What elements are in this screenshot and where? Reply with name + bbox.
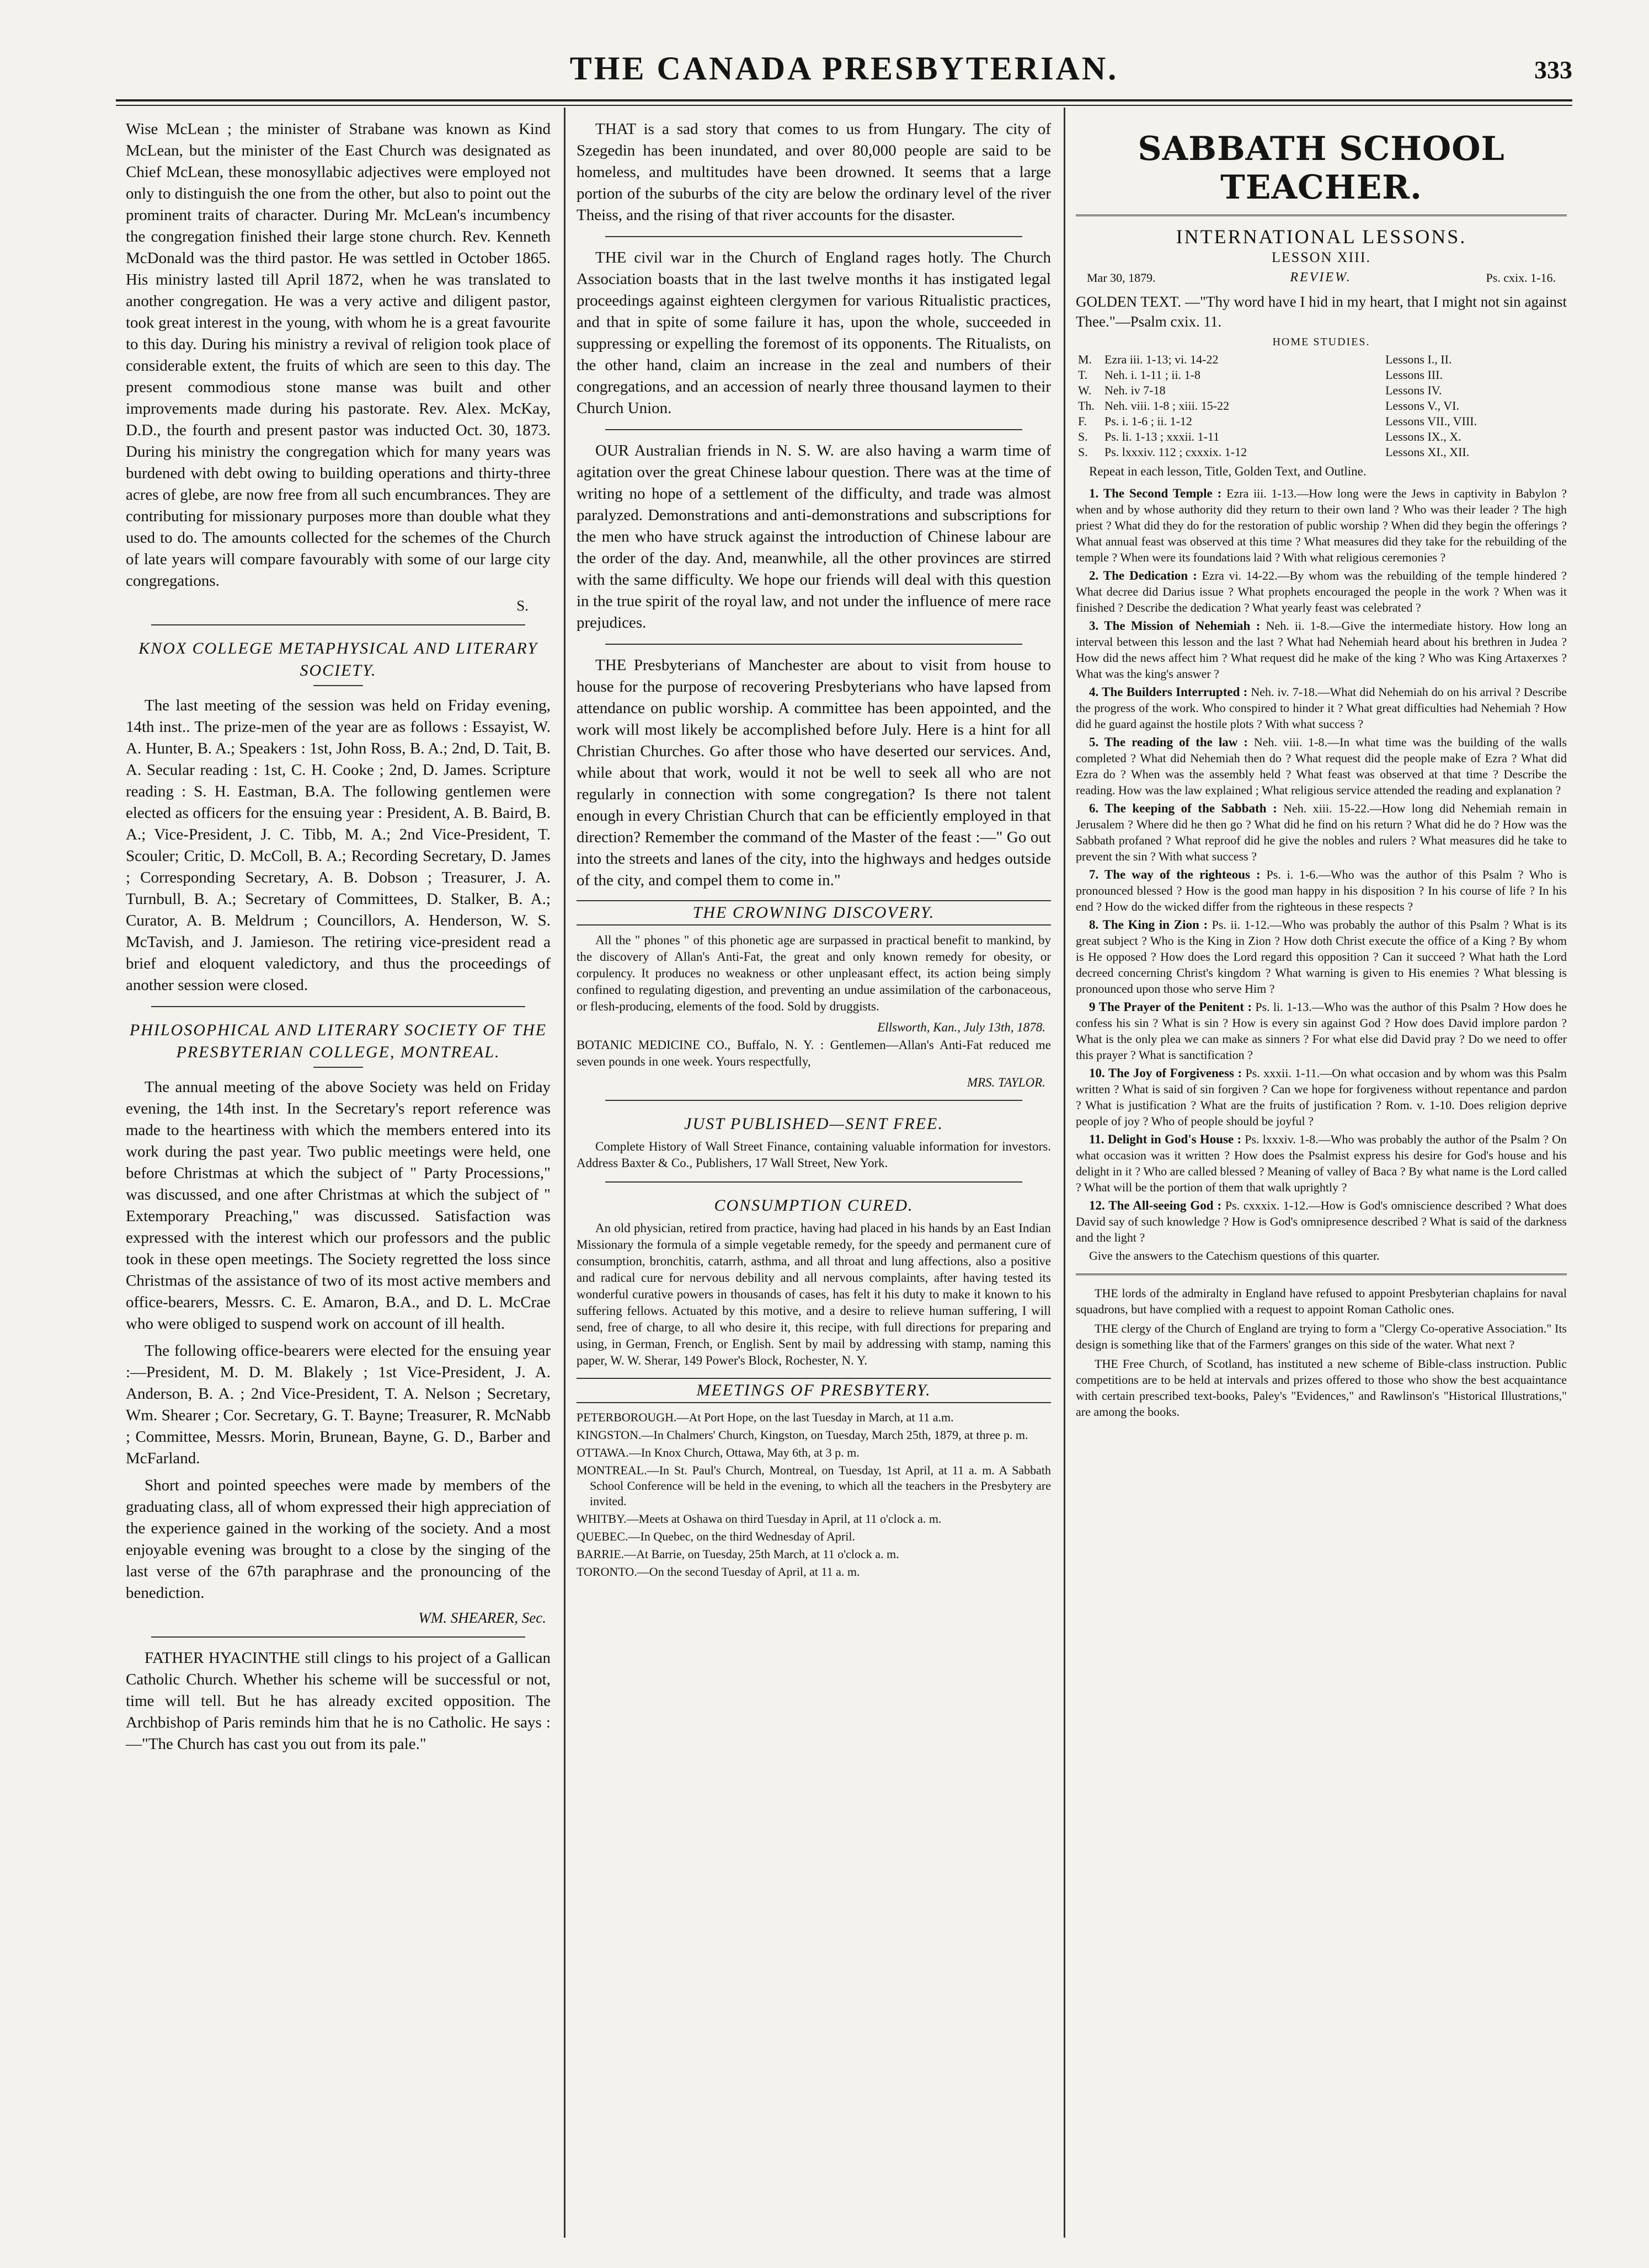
question-text: Ps. i. 1-6.—Who was the author of this Psalm ? Who is pronounced blessed ? How is the good man happy in his disposition ? In his course of life ? In his end ? How do the wicked differ from the righteous in these respects ? [1076,868,1567,913]
home-study-row [1076,445,1567,460]
news-admiralty: THE lords of the admiralty in England have refused to appoint Presbyterian chaplains for naval squadrons, but have complied with a request to appoint Roman Catholic ones. [1076,1286,1567,1316]
home-study-day: S. [1078,445,1088,459]
question-heading: 8. The King in Zion : [1089,918,1208,932]
home-study-lessons: Lessons I., II. [1385,352,1452,366]
question-text: Neh. viii. 1-8.—In what time was the building of the walls completed ? What did Nehemiah then do ? What request did the people make of Ezra ? What did Ezra do ? When was the assembly held ? What feast was observed at that time ? Describe the reading. How was the law explained ; What religious service attended the reading and explanation ? [1076,735,1567,797]
question-heading: 2. The Dedication : [1089,569,1197,582]
home-study-reference: Neh. viii. 1-8 ; xiii. 15-22 [1104,399,1230,413]
lesson-date: Mar 30, 1879. [1087,270,1156,285]
home-study-day: W. [1078,383,1092,397]
review-question [1076,999,1567,1063]
heading-crowning-discovery: THE CROWNING DISCOVERY. [577,900,1051,926]
advert-signature: MRS. TAYLOR. [967,1076,1045,1089]
review-question [1076,618,1567,682]
home-study-reference: Ps. i. 1-6 ; ii. 1-12 [1104,414,1192,428]
international-lessons-heading: INTERNATIONAL LESSONS. [1176,226,1467,248]
question-heading: 9 The Prayer of the Penitent : [1089,1000,1252,1014]
masthead-rule-thin [116,105,1572,106]
advert-anti-fat [577,932,1051,1090]
article-philosophical-p1: The annual meeting of the above Society was held on Friday evening, the 14th inst. In the Secretary's report reference was made to the heartiness with which the members entered into its work during the past year. Two public meetings were held, one before Christmas at which the subject of " Party Processions," was discussed, and one after Christmas at which the subject of " Extemporary Preaching," was discussed. Satisfaction was expressed with the interest which our professors and the public took in these open meetings. The Society regretted the loss since Christmas of the assistance of two of its most active members and office-bearers, Messrs. C. E. Amaron, B.A., and D. L. McCrae who were obliged to suspend work on account of ill health. [126,1078,551,1333]
question-heading: 7. The way of the righteous : [1089,868,1261,881]
column-divider [564,108,565,2238]
article-hyacinthe: FATHER HYACINTHE still clings to his project of a Gallican Catholic Church. Whether his scheme will be successful or not, time will tell. But he has already excited opposition. The Archbishop of Paris reminds him that he is no Catholic. He says :—"The Church has cast you out from its pale." [126,1649,551,1753]
question-text: Neh. xiii. 15-22.—How long did Nehemiah remain in Jerusalem ? Where did he then go ? What did he find on his return ? What did he do ? How was the Sabbath profaned ? What reproof did he give the nobles and rulers ? What measures did he take to prevent the sin ? With what success ? [1076,801,1567,863]
home-study-lessons: Lessons XI., XII. [1385,445,1470,459]
lesson-number: LESSON XIII. [1272,249,1371,265]
meeting-item: PETERBOROUGH.—At Port Hope, on the last Tuesday in March, at 11 a.m. [577,1410,954,1424]
advert-body: All the " phones " of this phonetic age are surpassed in practical benefit to mankind, by the discovery of Allan's Anti-Fat, the great and only known remedy for obesity, or corpulency. It produces no weakness or other unpleasant effect, its action being simply confined to regulating digestion, and preventing an undue assimilation of the carbonaceous, or flesh-producing, elements of the food. Sold by druggists. [577,933,1051,1013]
heading-knox-college: KNOX COLLEGE METAPHYSICAL AND LITERARY SOCIETY. [138,639,538,680]
review-question [1076,1197,1567,1245]
advert-body: Complete History of Wall Street Finance, containing valuable information for investors. Address Baxter & Co., Publishers, 17 Wall Street, New York. [577,1140,1051,1170]
masthead-rule [116,99,1572,101]
home-study-row [1076,429,1567,445]
divider [313,685,363,686]
column-right [1076,119,1567,2237]
meeting-item: OTTAWA.—In Knox Church, Ottawa, May 6th, at 3 p. m. [577,1446,860,1459]
article-australia: OUR Australian friends in N. S. W. are also having a warm time of agitation over the great Chinese labour question. There was at the time of writing no hope of a settlement of the difficulty, and trade was almost paralyzed. Demonstrations and anti-demonstrations and subscriptions for the men who have struck against the introduction of Chinese labour are the order of the day. And, meanwhile, all the other provinces are stirred with the same difficulty. We hope our friends will deal with this question in the true spirit of the royal law, and not under the influence of mere race prejudices. [577,442,1051,632]
review-question [1076,568,1567,616]
article-signature: S. [516,597,529,614]
advert-letter: BOTANIC MEDICINE CO., Buffalo, N. Y. : Gentlemen—Allan's Anti-Fat reduced me seven pounds in one week. Yours respectfully, [577,1038,1051,1068]
news-items [1076,1285,1567,1420]
repeat-instruction: Repeat in each lesson, Title, Golden Text, and Outline. [1089,464,1367,478]
advert-body: An old physician, retired from practice, having had placed in his hands by an East Indian Missionary the formula of a simple vegetable remedy, for the speedy and permanent cure of consumption, bronchitis, catarrh, asthma, and all throat and lung affections, also a positive and radical cure for nervous debility and all nervous complaints, after having tested its wonderful curative powers in thousands of cases, has felt it his duty to make it known to his suffering fellows. Actuated by this motive, and a desire to relieve human suffering, I will send, free of charge, to all who desire it, this recipe, with full directions for preparing and using, in German, French, or English. Sent by mail by addressing with stamp, naming this paper, W. W. Sherar, 149 Power's Block, Rochester, N. Y. [577,1221,1051,1367]
divider [605,1181,1023,1183]
question-text: Ezra iii. 1-13.—How long were the Jews in captivity in Babylon ? when and by whose authority did they return to their own land ? Who was their leader ? The high priest ? What did they do for the restoration of public worship ? When did they begin the offerings ? What annual feast was observed at this time ? What measures did they take for the rebuilding of the temple ? When were its foundations laid ? With what religious ceremonies ? [1076,486,1567,564]
meeting-item: WHITBY.—Meets at Oshawa on third Tuesday in April, at 11 o'clock a. m. [577,1512,942,1526]
review-question [1076,734,1567,798]
column-divider [1064,108,1065,2238]
divider [605,429,1023,430]
meetings-list [577,1410,1051,1580]
question-heading: 3. The Mission of Nehemiah : [1089,619,1261,633]
meeting-item: KINGSTON.—In Chalmers' Church, Kingston, on Tuesday, March 25th, 1879, at three p. m. [577,1428,1028,1442]
meeting-item: QUEBEC.—In Quebec, on the third Wednesday of April. [577,1529,855,1543]
home-study-row [1076,352,1567,367]
heading-just-published: JUST PUBLISHED—SENT FREE. [684,1115,943,1133]
divider [151,1006,525,1007]
heading-meetings-of-presbytery: MEETINGS OF PRESBYTERY. [577,1378,1051,1403]
question-heading: 11. Delight in God's House : [1089,1132,1242,1146]
golden-text: GOLDEN TEXT. —"Thy word have I hid in my heart, that I might not sin against Thee."—Psalm cxix. 11. [1076,293,1567,330]
question-text: Ps. li. 1-13.—Who was the author of this Psalm ? How does he confess his sin ? What is sin ? How is every sin against God ? How does David implore pardon ? What is the only plea we can make as sinners ? For what else did David pray ? Do we need to offer this prayer ? What is sanctification ? [1076,1000,1567,1062]
news-clergy-cooperative: THE clergy of the Church of England are trying to form a "Clergy Co-operative Association." Its design is something like that of the Farmers' granges on this side of the water. What next ? [1076,1322,1567,1351]
question-text: Ps. lxxxiv. 1-8.—Who was probably the author of the Psalm ? On what occasion was it written ? How does the Psalmist express his desire for God's house and his delight in it ? Who are called blessed ? Meaning of valley of Baca ? By what name is the Lord called ? What will be the portion of them that walk uprightly ? [1076,1132,1567,1194]
home-study-reference: Neh. iv 7-18 [1104,383,1166,397]
lesson-reference: Ps. cxix. 1-16. [1486,270,1556,285]
question-text: Ps. xxxii. 1-11.—On what occasion and by whom was this Psalm written ? What is said of sin forgiven ? Can we hope for forgiveness without repentance and pardon ? What is justification ? What are the fruits of justification ? Rom. v. 1-10. Does religion deprive people of joy ? Who of people should be joyful ? [1076,1066,1567,1128]
lesson-info [1087,270,1556,285]
home-study-reference: Ps. lxxxiv. 112 ; cxxxix. 1-12 [1104,445,1247,459]
divider [605,1100,1023,1101]
home-studies-heading: HOME STUDIES. [1272,336,1370,348]
home-study-day: M. [1078,352,1092,366]
question-text: Ps. ii. 1-12.—Who was probably the author of this Psalm ? What is its great subject ? Who is the King in Zion ? How doth Christ execute the office of a King ? By whom is He opposed ? How does the Lord regard this opposition ? Can it succeed ? What hath the Lord decreed concerning Christ's kingdom ? What warning is given to His enemies ? What blessing is pronounced upon those who serve Him ? [1076,918,1567,996]
review-question [1076,800,1567,864]
sabbath-school-teacher-title: SABBATH SCHOOL TEACHER. [1076,130,1567,216]
article-hungary: THAT is a sad story that comes to us from Hungary. The city of Szegedin has been inundated, and over 80,000 people are said to be homeless, and multitudes have been drowned. It seems that a large portion of the suburbs of the city are below the ordinary level of the river Theiss, and the rising of that river accounts for the disaster. [577,120,1051,224]
divider [151,1636,525,1638]
heading-philosophical-society: PHILOSOPHICAL AND LITERARY SOCIETY OF THE PRESBYTERIAN COLLEGE, MONTREAL. [129,1021,547,1061]
divider [313,1067,363,1068]
article-church-of-england: THE civil war in the Church of England rages hotly. The Church Association boasts that in the last twelve months it has instigated legal proceedings against eighteen clergymen for various Ritualistic practices, and that in spite of some failure it has, upon the whole, succeeded in suppressing or expelling the foremost of its opponents. The Ritualists, on the other hand, claim an increase in the zeal and numbers of their congregations, and an accession of nearly three thousand laymen to their Church Union. [577,249,1051,417]
home-study-reference: Ezra iii. 1-13; vi. 14-22 [1104,352,1219,366]
home-study-reference: Neh. i. 1-11 ; ii. 1-8 [1104,368,1200,382]
review-question [1076,684,1567,732]
lesson-title: REVIEW. [1290,270,1352,285]
article-manchester: THE Presbyterians of Manchester are about to visit from house to house for the purpose of recovering Presbyterians who have lapsed from attendance on public worship. A committee has been appointed, and the work will most likely be accomplished before July. Here is a hint for all Christian Churches. Go after those who have deserted our services. And, while about that work, would it not be well to seek all who are not regularly in connection with some congregation? Is there not talent enough in every Christian Church that can be efficiently employed in that direction? Remember the command of the Master of the feast :—" Go out into the streets and lanes of the city, into the highways and hedges outside of the city, and compel them to come in." [577,656,1051,889]
article-knox-college: The last meeting of the session was held on Friday evening, 14th inst.. The prize-men of the year are as follows : Essayist, W. A. Hunter, B. A.; Speakers : 1st, John Ross, B. A.; 2nd, D. Tait, B. A. Secular reading : 1st, C. H. Cooke ; 2nd, D. James. Scripture reading : S. H. Eastman, B.A. The following gentlemen were elected as officers for the ensuing year : President, A. B. Baird, B. A.; Vice-President, J. C. Tibb, M. A.; 2nd Vice-President, T. Scouler; Critic, D. McColl, B. A.; Recording Secretary, D. James ; Corresponding Secretary, A. B. Dobson ; Treasurer, J. A. Turnbull, B. A.; Secretary of Committees, D. Stalker, B. A.; Curator, A. B. Meldrum ; Councillors, A. Henderson, W. S. McTavish, and J. Jamieson. The retiring vice-president read a brief and eloquent valedictory, and thus the proceedings of another session were closed. [126,697,551,994]
meeting-item: BARRIE.—At Barrie, on Tuesday, 25th March, at 11 o'clock a. m. [577,1547,899,1561]
article-signature: WM. SHEARER, Sec. [418,1609,546,1626]
page-number: 333 [1534,56,1572,84]
question-heading: 6. The keeping of the Sabbath : [1089,801,1277,815]
newspaper-title: THE CANADA PRESBYTERIAN. [569,50,1119,87]
home-study-lessons: Lessons IV. [1385,383,1442,397]
home-study-lessons: Lessons III. [1385,368,1443,382]
home-study-lessons: Lessons VII., VIII. [1385,414,1477,428]
article-philosophical-p3: Short and pointed speeches were made by members of the graduating class, all of whom expressed their high appreciation of the experience gained in the working of the society. And a most enjoyable evening was brought to a close by the singing of the last verse of the 67th paraphrase and the pronouncing of the benediction. [126,1477,551,1602]
meeting-item: TORONTO.—On the second Tuesday of April, at 11 a. m. [577,1565,860,1579]
catechism-instruction: Give the answers to the Catechism questions of this quarter. [1089,1249,1380,1263]
advert-consumption [577,1220,1051,1369]
home-study-day: F. [1078,414,1087,428]
divider [605,644,1023,645]
home-study-day: Th. [1078,399,1095,413]
home-study-row [1076,367,1567,383]
news-free-church: THE Free Church, of Scotland, has instituted a new scheme of Bible-class instruction. Public competitions are to be held at intervals and prizes offered to those who show the best acquaintance with certain prescribed text-books, Paley's "Evidences," and Rawlinson's "Historical Illustrations," are among the books. [1076,1357,1567,1419]
home-study-lessons: Lessons V., VI. [1385,399,1459,413]
question-heading: 1. The Second Temple : [1089,486,1222,500]
question-text: Neh. iv. 7-18.—What did Nehemiah do on his arrival ? Describe the progress of the work. Who conspired to hinder it ? What great difficulties had Nehemiah ? How did he guard against the hostile plots ? With what success ? [1076,685,1567,731]
home-studies-table [1076,352,1567,460]
review-question [1076,1131,1567,1195]
divider [605,236,1023,237]
home-study-day: T. [1078,368,1088,382]
divider [151,624,525,625]
advert-dateline: Ellsworth, Kan., July 13th, 1878. [877,1020,1045,1034]
home-study-lessons: Lessons IX., X. [1385,430,1461,443]
question-text: Ps. cxxxix. 1-12.—How is God's omniscience described ? What does David say of such knowledge ? How is God's omnipresence described ? What is said of the darkness and the light ? [1076,1199,1567,1244]
review-question [1076,485,1567,565]
review-question [1076,1065,1567,1129]
column-left [126,119,551,2237]
home-study-day: S. [1078,430,1088,443]
review-question [1076,866,1567,914]
masthead [116,50,1572,94]
divider [1076,1274,1567,1275]
advert-wall-street [577,1138,1051,1172]
review-questions [1076,485,1567,1245]
home-study-reference: Ps. li. 1-13 ; xxxii. 1-11 [1104,430,1220,443]
meeting-item: MONTREAL.—In St. Paul's Church, Montreal, on Tuesday, 1st April, at 11 a. m. A Sabbath School Conference will be held in the evening, to which all the teachers in the Presbytery are invited. [577,1463,1051,1508]
article-philosophical-p2: The following office-bearers were elected for the ensuing year :—President, M. D. M. Blakely ; 1st Vice-President, J. A. Anderson, B. A. ; 2nd Vice-President, T. A. Nelson ; Secretary, Wm. Shearer ; Cor. Secretary, G. T. Bayne; Treasurer, R. McNabb ; Committee, Messrs. Morin, Brunean, Bayne, G. D., Barber and McFarland. [126,1342,551,1467]
question-heading: 4. The Builders Interrupted : [1089,685,1248,699]
question-heading: 10. The Joy of Forgiveness : [1089,1066,1242,1080]
question-text: Ezra vi. 14-22.—By whom was the rebuilding of the temple hindered ? What decree did Darius issue ? What prophets encouraged the people in the work ? When was it finished ? Describe the dedication ? What yearly feast was celebrated ? [1076,569,1567,614]
column-middle [577,119,1051,2237]
article-mclean: Wise McLean ; the minister of Strabane was known as Kind McLean, but the minister of the East Church was designated as Chief McLean, these monosyllabic adjectives were employed not only to distinguish the one from the other, but also to point out the prominent traits of character. During Mr. McLean's incumbency the congregation finished their large stone church. Rev. Kenneth McDonald was the third pastor. He was settled in October 1865. His ministry lasted till April 1872, when he was translated to another congregation. He was a very active and diligent pastor, took great interest in the young, with whom he is a great favourite to this day. During his ministry a revival of religion took place of considerable extent, the fruits of which are seen to this day. The present commodious stone manse was built and other improvements made during his pastorate. Rev. Alex. McKay, D.D., the fourth and present pastor was inducted Oct. 30, 1873. During his ministry the congregation which for many years was burdened with debt owing to building operations and thirty-three acres of glebe, are now free from all such encumbrances. They are contributing for missionary purposes more than double what they used to do. The amounts collected for the schemes of the Church of late years will compare favourably with some of our large city congregations. [126,120,551,590]
home-study-row [1076,398,1567,414]
home-study-row [1076,414,1567,429]
question-heading: 12. The All-seeing God : [1089,1199,1222,1212]
question-text: Neh. ii. 1-8.—Give the intermediate history. How long an interval between this lesson and the last ? What had Nehemiah heard about his brethren in Judea ? How did the news affect him ? What request did he make of the king ? Who was King Artaxerxes ? What was the king's answer ? [1076,619,1567,681]
review-question [1076,917,1567,997]
question-heading: 5. The reading of the law : [1089,735,1248,749]
home-study-row [1076,383,1567,398]
heading-consumption-cured: CONSUMPTION CURED. [714,1196,914,1215]
